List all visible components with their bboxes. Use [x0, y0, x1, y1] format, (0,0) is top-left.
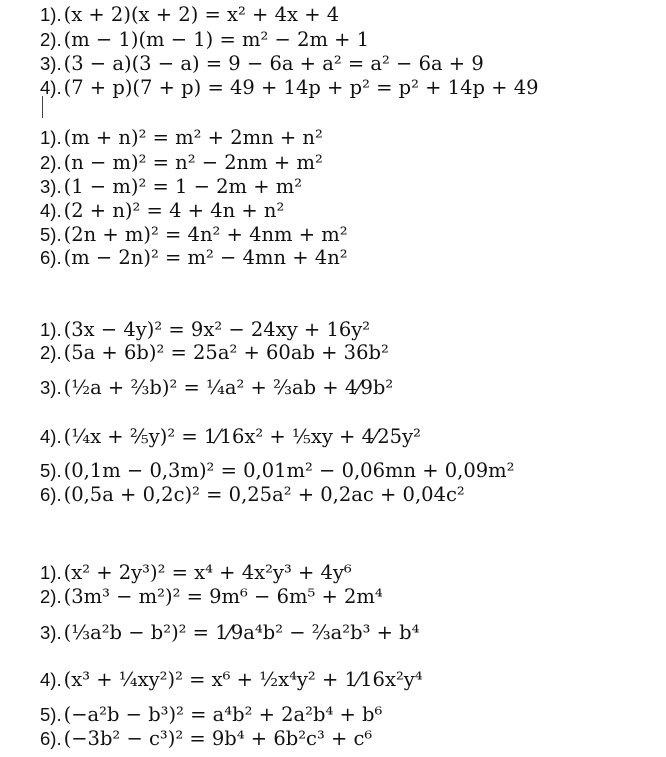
item-number: 5). — [40, 460, 62, 481]
item-number: 2). — [40, 29, 62, 50]
equation-line — [40, 128, 323, 148]
equation: (0,5a + 0,2c)² = 0,25a² + 0,2ac + 0,04c² — [63, 483, 465, 506]
equation: (x³ + ¼xy²)² = x⁶ + ½x⁴y² + 1⁄16x²y⁴ — [63, 668, 423, 691]
equation: (½a + ⅔b)² = ¼a² + ⅔ab + 4⁄9b² — [63, 376, 394, 399]
equation: (3m³ − m²)² = 9m⁶ − 6m⁵ + 2m⁴ — [63, 585, 383, 608]
equation-line — [40, 320, 370, 340]
equation-line — [40, 177, 302, 197]
item-number: 3). — [40, 377, 62, 398]
item-number: 1). — [40, 319, 62, 340]
item-number: 6). — [40, 484, 62, 505]
item-number: 3). — [40, 53, 62, 74]
equation-line — [40, 201, 284, 221]
equation-line — [40, 153, 323, 173]
equation-line — [40, 485, 465, 505]
equation: (m − 2n)² = m² − 4mn + 4n² — [63, 246, 348, 269]
item-number: 2). — [40, 152, 62, 173]
equation: (m − 1)(m − 1) = m² − 2m + 1 — [63, 28, 370, 51]
equation-line — [40, 5, 339, 25]
equation: (5a + 6b)² = 25a² + 60ab + 36b² — [63, 341, 389, 364]
item-number: 6). — [40, 247, 62, 268]
equation-line — [40, 378, 393, 398]
item-number: 2). — [40, 586, 62, 607]
item-number: 2). — [40, 342, 62, 363]
item-number: 5). — [40, 224, 62, 245]
equation: (2 + n)² = 4 + 4n + n² — [63, 199, 285, 222]
equation-line — [40, 248, 348, 268]
equation: (¼x + ⅖y)² = 1⁄16x² + ⅕xy + 4⁄25y² — [63, 425, 421, 448]
equation: (3 − a)(3 − a) = 9 − 6a + a² = a² − 6a + 9 — [63, 52, 484, 75]
equation: (x² + 2y³)² = x⁴ + 4x²y³ + 4y⁶ — [63, 561, 352, 584]
item-number: 1). — [40, 562, 62, 583]
equation: (x + 2)(x + 2) = x² + 4x + 4 — [63, 3, 340, 26]
equation: (m + n)² = m² + 2mn + n² — [63, 126, 323, 149]
item-number: 4). — [40, 669, 62, 690]
equation-line — [40, 587, 383, 607]
item-number: 3). — [40, 622, 62, 643]
equation: (7 + p)(7 + p) = 49 + 14p + p² = p² + 14p + 49 — [63, 76, 539, 99]
equation-line — [40, 225, 348, 245]
equation: (−3b² − c³)² = 9b⁴ + 6b²c³ + c⁶ — [63, 727, 373, 750]
equation: (3x − 4y)² = 9x² − 24xy + 16y² — [63, 318, 371, 341]
item-number: 1). — [40, 127, 62, 148]
item-number: 4). — [40, 426, 62, 447]
equation-line — [40, 54, 484, 74]
item-number: 3). — [40, 176, 62, 197]
equation-line — [40, 461, 515, 481]
equation: (2n + m)² = 4n² + 4nm + m² — [63, 223, 348, 246]
item-number: 6). — [40, 728, 62, 749]
equation-line — [40, 78, 539, 98]
item-number: 5). — [40, 704, 62, 725]
equation: (n − m)² = n² − 2nm + m² — [63, 151, 323, 174]
text-cursor — [42, 96, 43, 118]
equation-line — [40, 729, 372, 749]
equation-line — [40, 623, 419, 643]
equation: (−a²b − b³)² = a⁴b² + 2a²b⁴ + b⁶ — [63, 703, 383, 726]
item-number: 4). — [40, 200, 62, 221]
equation: (0,1m − 0,3m)² = 0,01m² − 0,06mn + 0,09m² — [63, 459, 515, 482]
equation-line — [40, 427, 421, 447]
equation-line — [40, 670, 423, 690]
equation-line — [40, 30, 369, 50]
equation: (1 − m)² = 1 − 2m + m² — [63, 175, 303, 198]
item-number: 4). — [40, 77, 62, 98]
item-number: 1). — [40, 4, 62, 25]
equation-line — [40, 343, 389, 363]
equation-line — [40, 563, 352, 583]
equation: (⅓a²b − b²)² = 1⁄9a⁴b² − ⅔a²b³ + b⁴ — [63, 621, 420, 644]
equation-line — [40, 705, 382, 725]
